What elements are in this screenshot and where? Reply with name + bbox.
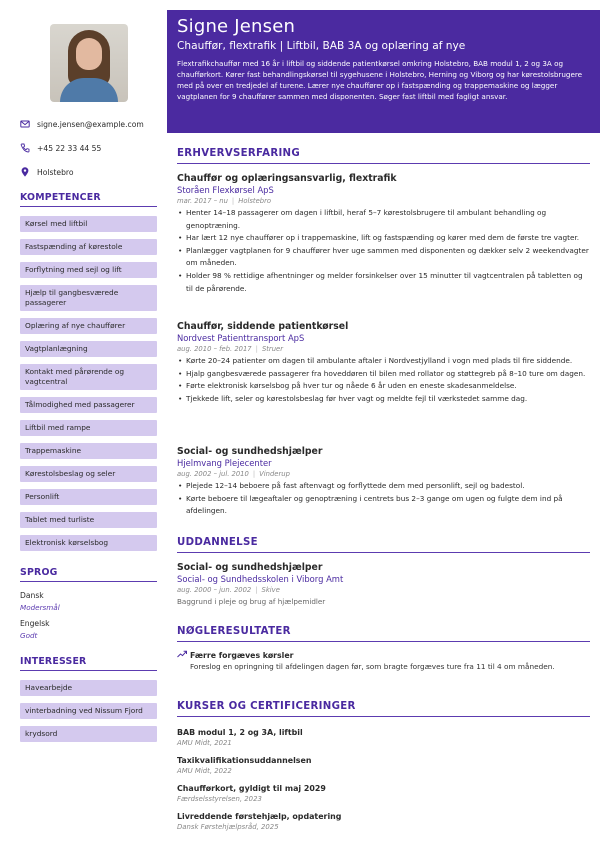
skill-chip: Oplæring af nye chauffører [20, 318, 157, 334]
job-bullet: • Planlægger vagtplanen for 9 chauffører hver uge sammen med disponenten og dækker selv 2 weekendvagter om måneden. [177, 245, 590, 270]
courses-heading: KURSER OG CERTIFICERINGER [177, 701, 590, 717]
course-entry [177, 755, 590, 776]
job-place: Struer [261, 345, 283, 353]
skill-chip: Liftbil med rampe [20, 420, 157, 436]
skill-chip: Tålmodighed med passagerer [20, 397, 157, 413]
job-bullet: • Holder 98 % rettidige afhentninger og melder forsinkelser over 15 minutter til vagtcentralen på tabletten og til de pårørende. [177, 270, 590, 295]
education-description: Baggrund i pleje og brug af hjælpemidler [177, 597, 326, 606]
job-place: Vinderup [259, 470, 290, 478]
main-content [167, 0, 600, 849]
course-source: Færdselsstyrelsen, 2023 [177, 795, 262, 803]
experience-heading: ERHVERVSERFARING [177, 148, 590, 164]
job-entry [177, 321, 590, 405]
contact-email[interactable] [20, 119, 165, 129]
job-meta: aug. 2010 – feb. 2017 | Struer [177, 345, 283, 353]
achievement-description: Foreslog en opringning til afdelingen dagen før, som bragte forgæves ture fra 11 til 4 om måneden. [190, 662, 555, 671]
interest-chip: krydsord [20, 726, 157, 742]
interest-chip: Havearbejde [20, 680, 157, 696]
job-meta: aug. 2002 – jul. 2010 | Vinderup [177, 470, 290, 478]
skill-chip: Personlift [20, 489, 157, 505]
skill-chip: Kontakt med pårørende og vagtcentral [20, 364, 157, 390]
achievement-entry [177, 650, 590, 674]
course-entry [177, 811, 590, 832]
header-banner [167, 10, 600, 133]
job-title: Social- og sundhedshjælper [177, 446, 323, 457]
job-period: mar. 2017 – nu [177, 197, 228, 205]
job-period: aug. 2010 – feb. 2017 [177, 345, 252, 353]
contact-phone[interactable] [20, 143, 165, 153]
education-heading: UDDANNELSE [177, 537, 590, 553]
skill-chip: Fastspænding af kørestole [20, 239, 157, 255]
job-title: Chauffør, siddende patientkørsel [177, 321, 349, 332]
skill-chip: Trappemaskine [20, 443, 157, 459]
course-source: Dansk Førstehjælpsråd, 2025 [177, 823, 279, 831]
job-bullet: • Kørte 20–24 patienter om dagen til ambulante aftaler i Nordvestjylland i vogn med plads til fire siddende. [177, 355, 590, 368]
job-title: Chauffør og oplæringsansvarlig, flextrafik [177, 173, 397, 184]
course-title: Chaufførkort, gyldigt til maj 2029 [177, 784, 326, 793]
skill-chip: Elektronisk kørselsbog [20, 535, 157, 551]
course-title: BAB modul 1, 2 og 3A, liftbil [177, 728, 303, 737]
job-meta: mar. 2017 – nu | Holstebro [177, 197, 272, 205]
contact-location [20, 167, 165, 177]
education-place: Skive [261, 586, 280, 594]
skill-chip: Tablet med turliste [20, 512, 157, 528]
job-company: Hjelmvang Plejecenter [177, 458, 272, 468]
language-name: Engelsk [20, 619, 50, 628]
education-meta: aug. 2000 – jun. 2002 | Skive [177, 586, 280, 594]
trend-up-icon [177, 650, 190, 661]
job-bullet: • Har lært 12 nye chauffører op i trappemaskine, lift og fastspænding og kører med dem de første tre vagter. [177, 232, 590, 245]
skills-heading: KOMPETENCER [20, 192, 157, 207]
location-text: Holstebro [37, 167, 74, 177]
course-source: AMU Midt, 2022 [177, 767, 232, 775]
job-bullet: • Kørte beboere til lægeaftaler og genoptræning i centrets bus 2–3 gange om ugen og fulgte dem ind på afdelingen. [177, 493, 590, 518]
skill-chip: Kørestolsbeslag og seler [20, 466, 157, 482]
education-title: Social- og sundhedshjælper [177, 562, 323, 573]
phone-icon [20, 143, 30, 153]
education-entry [177, 562, 590, 607]
job-bullets [177, 480, 590, 518]
job-bullet: • Førte elektronisk kørselsbog på hver tur og nåede 6 år uden en eneste skadesanmeldelse. [177, 380, 590, 393]
sidebar [0, 0, 167, 849]
language-level: Modersmål [20, 603, 60, 612]
person-name: Signe Jensen [177, 16, 296, 37]
course-source: AMU Midt, 2021 [177, 739, 232, 747]
envelope-icon [20, 119, 30, 129]
profile-photo [50, 24, 128, 102]
education-period: aug. 2000 – jun. 2002 [177, 586, 252, 594]
education-school: Social- og Sundhedsskolen i Viborg Amt [177, 574, 344, 584]
languages-heading: SPROG [20, 567, 157, 582]
job-bullet: • Tjekkede lift, seler og kørestolsbeslag før hver vagt og meldte fejl til værkstedet samme dag. [177, 393, 590, 406]
job-place: Holstebro [238, 197, 272, 205]
job-company: Storåen Flexkørsel ApS [177, 185, 274, 195]
course-title: Taxikvalifikationsuddannelsen [177, 756, 312, 765]
person-title: Chauffør, flextrafik | Liftbil, BAB 3A og oplæring af nye [177, 40, 466, 52]
interest-chip: vinterbadning ved Nissum Fjord [20, 703, 157, 719]
job-entry [177, 173, 590, 295]
job-bullet: • Henter 14–18 passagerer om dagen i liftbil, heraf 5–7 kørestolsbrugere til ambulant behandling og genoptræning. [177, 207, 590, 232]
phone-text: +45 22 33 44 55 [37, 143, 102, 153]
skill-chip: Forflytning med sejl og lift [20, 262, 157, 278]
map-pin-icon [20, 167, 30, 177]
email-text: signe.jensen@example.com [37, 119, 144, 129]
skill-chip: Hjælp til gangbesværede passagerer [20, 285, 157, 311]
language-name: Dansk [20, 591, 44, 600]
job-bullet: • Plejede 12–14 beboere på fast aftenvagt og forflyttede dem med personlift, sejl og badestol. [177, 480, 590, 493]
profile-summary: Flextrafikchauffør med 16 år i liftbil og siddende patientkørsel omkring Holstebro, BAB modul 1, 2 og 3A og chaufførkort. Kører fast behandlingskørsel til sygehusene i Holstebro, Herning og Viborg og har kørestolsbrugere med på over en tredjedel af turene. Lærer nye chauffører op i fastspænding og trappemaskine og lægger vagtplanen for 9 chauffører sammen med disponenten. Søger fast liftbil med fagligt ansvar. [177, 59, 583, 101]
skill-chip: Kørsel med liftbil [20, 216, 157, 232]
interests-heading: INTERESSER [20, 656, 157, 671]
job-bullets [177, 207, 590, 295]
language-level: Godt [20, 631, 38, 640]
job-entry [177, 446, 590, 518]
course-entry [177, 783, 590, 804]
job-bullet: • Hjalp gangbesværede passagerer fra hoveddøren til bilen med rollator og støttegreb på 8–10 ture om dagen. [177, 368, 590, 381]
job-period: aug. 2002 – jul. 2010 [177, 470, 249, 478]
achievement-title: Færre forgæves kørsler [190, 651, 294, 660]
skill-chip: Vagtplanlægning [20, 341, 157, 357]
course-title: Livreddende førstehjælp, opdatering [177, 812, 342, 821]
achievements-heading: NØGLERESULTATER [177, 626, 590, 642]
course-entry [177, 727, 590, 748]
job-company: Nordvest Patienttransport ApS [177, 333, 305, 343]
job-bullets [177, 355, 590, 405]
